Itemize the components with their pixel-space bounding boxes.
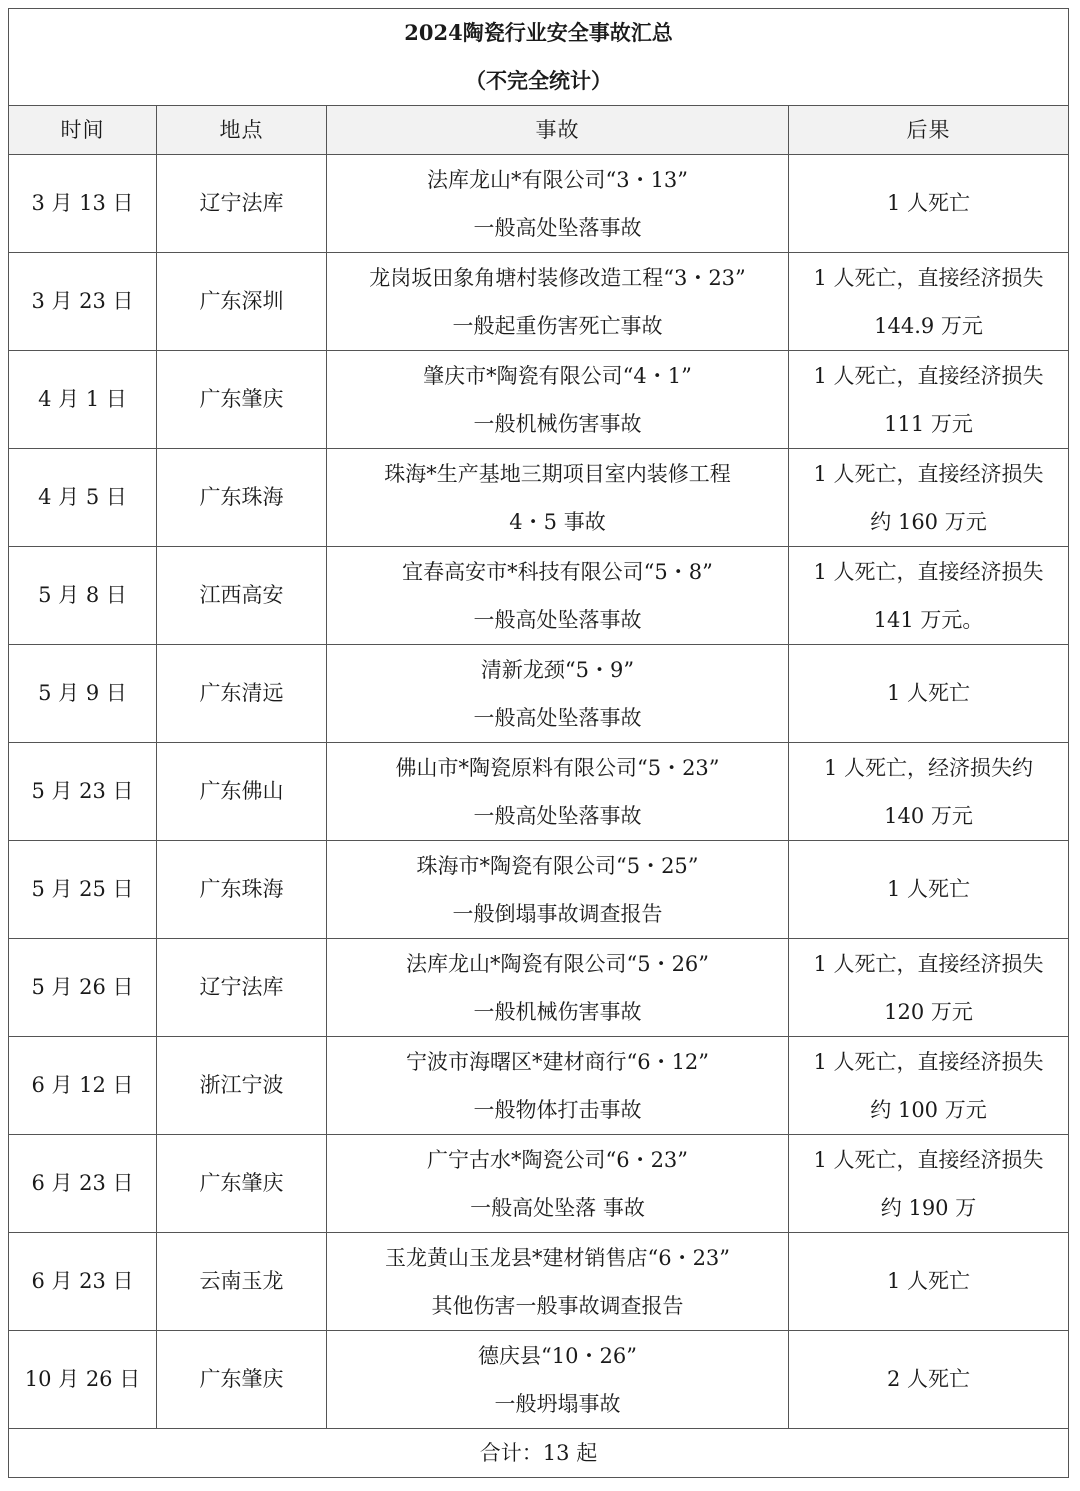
accident-line: 法库龙山*陶瓷有限公司“5・26” xyxy=(405,951,710,976)
accident-line: 法库龙山*有限公司“3・13” xyxy=(426,167,689,192)
table-row xyxy=(9,1037,1069,1135)
accident-line: 一般高处坠落事故 xyxy=(473,705,642,730)
cell-time: 6 月 23 日 xyxy=(9,1135,157,1233)
table-row xyxy=(9,155,1069,253)
accident-line: 珠海市*陶瓷有限公司“5・25” xyxy=(416,853,699,878)
cell-time: 5 月 8 日 xyxy=(9,547,157,645)
cell-result xyxy=(789,743,1069,841)
cell-place: 广东佛山 xyxy=(157,743,327,841)
result-line: 1 人死亡，直接经济损失 xyxy=(813,1049,1044,1074)
result-line: 140 万元 xyxy=(884,803,973,828)
cell-accident xyxy=(327,351,789,449)
cell-time: 6 月 23 日 xyxy=(9,1233,157,1331)
result-line: 1 人死亡，直接经济损失 xyxy=(813,951,1044,976)
result-line: 111 万元 xyxy=(884,411,973,436)
total-count: 合计：13 起 xyxy=(9,1429,1069,1478)
cell-result: 2 人死亡 xyxy=(789,1331,1069,1429)
title-note: （不完全统计） xyxy=(465,68,612,93)
accident-line: 一般高处坠落事故 xyxy=(473,803,642,828)
cell-place: 浙江宁波 xyxy=(157,1037,327,1135)
header-accident: 事故 xyxy=(327,106,789,155)
cell-place: 广东深圳 xyxy=(157,253,327,351)
cell-place: 江西高安 xyxy=(157,547,327,645)
accident-line: 宁波市海曙区*建材商行“6・12” xyxy=(405,1049,710,1074)
cell-time: 4 月 5 日 xyxy=(9,449,157,547)
cell-accident xyxy=(327,155,789,253)
accident-line: 一般机械伤害事故 xyxy=(473,999,642,1024)
cell-result: 1 人死亡 xyxy=(789,645,1069,743)
cell-result: 1 人死亡 xyxy=(789,1233,1069,1331)
accident-line: 珠海*生产基地三期项目室内装修工程 xyxy=(384,461,731,486)
accident-line: 一般高处坠落事故 xyxy=(473,607,642,632)
result-line: 120 万元 xyxy=(884,999,973,1024)
cell-result xyxy=(789,253,1069,351)
table-row xyxy=(9,841,1069,939)
cell-result: 1 人死亡 xyxy=(789,155,1069,253)
cell-result: 1 人死亡 xyxy=(789,841,1069,939)
cell-time: 5 月 26 日 xyxy=(9,939,157,1037)
cell-place: 广东珠海 xyxy=(157,449,327,547)
accident-line: 清新龙颈“5・9” xyxy=(480,657,635,682)
table-row xyxy=(9,253,1069,351)
result-line: 约 190 万 xyxy=(880,1195,977,1220)
cell-place: 广东珠海 xyxy=(157,841,327,939)
result-line: 1 人死亡，直接经济损失 xyxy=(813,461,1044,486)
table-body xyxy=(9,155,1069,1429)
cell-accident xyxy=(327,1331,789,1429)
accident-line: 一般高处坠落事故 xyxy=(473,215,642,240)
result-line: 141 万元。 xyxy=(873,607,984,632)
accident-line: 其他伤害一般事故调查报告 xyxy=(431,1293,684,1318)
accident-line: 玉龙黄山玉龙县*建材销售店“6・23” xyxy=(384,1245,731,1270)
table-row xyxy=(9,449,1069,547)
accident-line: 一般坍塌事故 xyxy=(494,1391,621,1416)
total-row xyxy=(9,1429,1069,1478)
cell-result xyxy=(789,939,1069,1037)
accident-line: 一般机械伤害事故 xyxy=(473,411,642,436)
header-result: 后果 xyxy=(789,106,1069,155)
cell-accident xyxy=(327,645,789,743)
result-line: 约 100 万元 xyxy=(870,1097,987,1122)
accident-line: 一般倒塌事故调查报告 xyxy=(452,901,663,926)
result-line: 1 人死亡，直接经济损失 xyxy=(813,559,1044,584)
result-line: 1 人死亡，经济损失约 xyxy=(823,755,1034,780)
result-line: 144.9 万元 xyxy=(874,313,983,338)
header-time: 时间 xyxy=(9,106,157,155)
accident-line: 广宁古水*陶瓷公司“6・23” xyxy=(426,1147,689,1172)
cell-place: 广东肇庆 xyxy=(157,351,327,449)
title-main: 2024陶瓷行业安全事故汇总 xyxy=(404,20,673,45)
table-row xyxy=(9,1135,1069,1233)
cell-accident xyxy=(327,253,789,351)
cell-place: 广东肇庆 xyxy=(157,1135,327,1233)
cell-accident xyxy=(327,841,789,939)
cell-time: 3 月 23 日 xyxy=(9,253,157,351)
accident-line: 一般物体打击事故 xyxy=(473,1097,642,1122)
accident-line: 佛山市*陶瓷原料有限公司“5・23” xyxy=(395,755,720,780)
result-line: 约 160 万元 xyxy=(870,509,987,534)
cell-result xyxy=(789,449,1069,547)
header-place: 地点 xyxy=(157,106,327,155)
cell-time: 4 月 1 日 xyxy=(9,351,157,449)
accident-line: 德庆县“10・26” xyxy=(478,1343,637,1368)
accident-line: 4・5 事故 xyxy=(509,509,606,534)
accident-line: 肇庆市*陶瓷有限公司“4・1” xyxy=(423,363,692,388)
cell-place: 辽宁法库 xyxy=(157,155,327,253)
cell-accident xyxy=(327,939,789,1037)
cell-place: 广东肇庆 xyxy=(157,1331,327,1429)
cell-accident xyxy=(327,743,789,841)
table-row xyxy=(9,939,1069,1037)
result-line: 1 人死亡，直接经济损失 xyxy=(813,1147,1044,1172)
cell-time: 10 月 26 日 xyxy=(9,1331,157,1429)
cell-time: 6 月 12 日 xyxy=(9,1037,157,1135)
cell-place: 广东清远 xyxy=(157,645,327,743)
cell-result xyxy=(789,1135,1069,1233)
cell-place: 云南玉龙 xyxy=(157,1233,327,1331)
title-row xyxy=(9,9,1069,106)
table-row xyxy=(9,547,1069,645)
cell-result xyxy=(789,547,1069,645)
accident-line: 宜春高安市*科技有限公司“5・8” xyxy=(402,559,713,584)
table-title xyxy=(9,9,1069,106)
cell-result xyxy=(789,1037,1069,1135)
header-row xyxy=(9,106,1069,155)
cell-accident xyxy=(327,449,789,547)
cell-result xyxy=(789,351,1069,449)
accident-line: 一般高处坠落 事故 xyxy=(470,1195,645,1220)
cell-accident xyxy=(327,547,789,645)
cell-time: 5 月 23 日 xyxy=(9,743,157,841)
accident-line: 龙岗坂田象角塘村装修改造工程“3・23” xyxy=(369,265,746,290)
table-row xyxy=(9,351,1069,449)
cell-accident xyxy=(327,1037,789,1135)
result-line: 1 人死亡，直接经济损失 xyxy=(813,265,1044,290)
cell-accident xyxy=(327,1135,789,1233)
cell-time: 3 月 13 日 xyxy=(9,155,157,253)
table-row xyxy=(9,645,1069,743)
accident-line: 一般起重伤害死亡事故 xyxy=(452,313,663,338)
table-row xyxy=(9,743,1069,841)
table-row xyxy=(9,1233,1069,1331)
cell-accident xyxy=(327,1233,789,1331)
result-line: 1 人死亡，直接经济损失 xyxy=(813,363,1044,388)
cell-time: 5 月 25 日 xyxy=(9,841,157,939)
table-row xyxy=(9,1331,1069,1429)
accident-summary-table xyxy=(8,8,1069,1478)
cell-time: 5 月 9 日 xyxy=(9,645,157,743)
cell-place: 辽宁法库 xyxy=(157,939,327,1037)
